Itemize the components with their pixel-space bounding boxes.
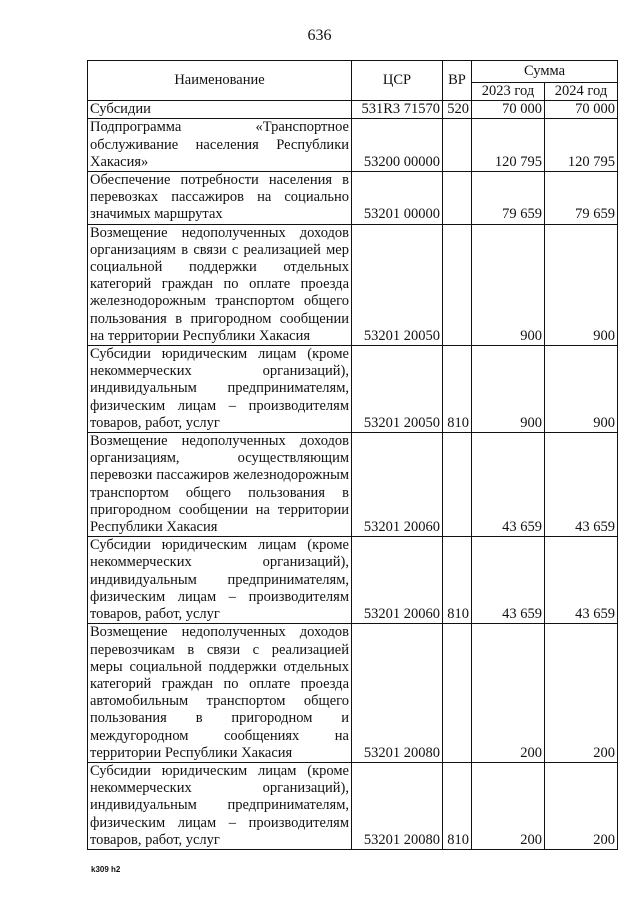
row-vr bbox=[443, 172, 472, 225]
header-year-2023: 2023 год bbox=[472, 83, 545, 101]
row-sum-2023: 120 795 bbox=[472, 119, 545, 172]
table-row bbox=[88, 172, 618, 225]
row-sum-2024: 900 bbox=[545, 224, 618, 345]
row-csr: 53201 20080 bbox=[352, 762, 443, 849]
row-csr: 53201 00000 bbox=[352, 172, 443, 225]
row-csr: 53201 20060 bbox=[352, 433, 443, 537]
row-sum-2024: 200 bbox=[545, 624, 618, 763]
row-name: Возмещение недополученных доходов перевозчикам в связи с реализацией меры социальной поддержки отдельных категорий граждан по оплате проезда автомобильным транспортом общего пользования в пригородном и междугородном сообщениях на территории Республики Хакасия bbox=[88, 624, 352, 763]
table-row bbox=[88, 119, 618, 172]
table-row bbox=[88, 224, 618, 345]
row-csr: 53201 20050 bbox=[352, 346, 443, 433]
row-csr: 531R3 71570 bbox=[352, 101, 443, 119]
row-sum-2023: 900 bbox=[472, 224, 545, 345]
row-sum-2023: 200 bbox=[472, 762, 545, 849]
page-number: 636 bbox=[307, 27, 332, 44]
header-csr: ЦСР bbox=[352, 61, 443, 101]
row-vr bbox=[443, 119, 472, 172]
row-csr: 53201 20050 bbox=[352, 224, 443, 345]
row-name: Субсидии юридическим лицам (кроме некоммерческих организаций), индивидуальным предпринимателям, физическим лицам – производителям товаров, работ, услуг bbox=[88, 346, 352, 433]
row-name: Обеспечение потребности населения в перевозках пассажиров на социально значимых маршрутах bbox=[88, 172, 352, 225]
row-name: Подпрограмма «Транспортное обслуживание населения Республики Хакасия» bbox=[88, 119, 352, 172]
row-sum-2023: 900 bbox=[472, 346, 545, 433]
row-name: Возмещение недополученных доходов организациям в связи с реализацией мер социальной поддержки отдельных категорий граждан по оплате проезда железнодорожным транспортом общего пользования в пригородном сообщении на территории Республики Хакасия bbox=[88, 224, 352, 345]
row-sum-2024: 200 bbox=[545, 762, 618, 849]
header-vr: ВР bbox=[443, 61, 472, 101]
row-sum-2023: 200 bbox=[472, 624, 545, 763]
table-row bbox=[88, 762, 618, 849]
row-sum-2023: 70 000 bbox=[472, 101, 545, 119]
footer-document-code: k309 h2 bbox=[91, 865, 121, 874]
row-sum-2024: 900 bbox=[545, 346, 618, 433]
table-row bbox=[88, 537, 618, 624]
row-csr: 53201 20060 bbox=[352, 537, 443, 624]
row-vr bbox=[443, 624, 472, 763]
row-name: Субсидии юридическим лицам (кроме некоммерческих организаций), индивидуальным предпринимателям, физическим лицам – производителям товаров, работ, услуг bbox=[88, 762, 352, 849]
row-name: Субсидии юридическим лицам (кроме некоммерческих организаций), индивидуальным предпринимателям, физическим лицам – производителям товаров, работ, услуг bbox=[88, 537, 352, 624]
row-name: Субсидии bbox=[88, 101, 352, 119]
table-row bbox=[88, 101, 618, 119]
table-row bbox=[88, 346, 618, 433]
header-name: Наименование bbox=[88, 61, 352, 101]
row-csr: 53201 20080 bbox=[352, 624, 443, 763]
row-sum-2024: 43 659 bbox=[545, 433, 618, 537]
row-vr: 810 bbox=[443, 346, 472, 433]
row-sum-2024: 43 659 bbox=[545, 537, 618, 624]
row-sum-2024: 120 795 bbox=[545, 119, 618, 172]
table-row bbox=[88, 433, 618, 537]
row-vr: 520 bbox=[443, 101, 472, 119]
row-sum-2023: 43 659 bbox=[472, 433, 545, 537]
header-year-2024: 2024 год bbox=[545, 83, 618, 101]
table-row bbox=[88, 624, 618, 763]
row-sum-2023: 43 659 bbox=[472, 537, 545, 624]
budget-table bbox=[87, 60, 618, 850]
row-sum-2024: 70 000 bbox=[545, 101, 618, 119]
row-vr bbox=[443, 224, 472, 345]
row-sum-2024: 79 659 bbox=[545, 172, 618, 225]
row-csr: 53200 00000 bbox=[352, 119, 443, 172]
row-vr: 810 bbox=[443, 537, 472, 624]
row-sum-2023: 79 659 bbox=[472, 172, 545, 225]
row-vr bbox=[443, 433, 472, 537]
header-sum: Сумма bbox=[472, 61, 618, 83]
row-name: Возмещение недополученных доходов организациям, осуществляющим перевозки пассажиров железнодорожным транспортом общего пользования в пригородном сообщении на территории Республики Хакасия bbox=[88, 433, 352, 537]
row-vr: 810 bbox=[443, 762, 472, 849]
